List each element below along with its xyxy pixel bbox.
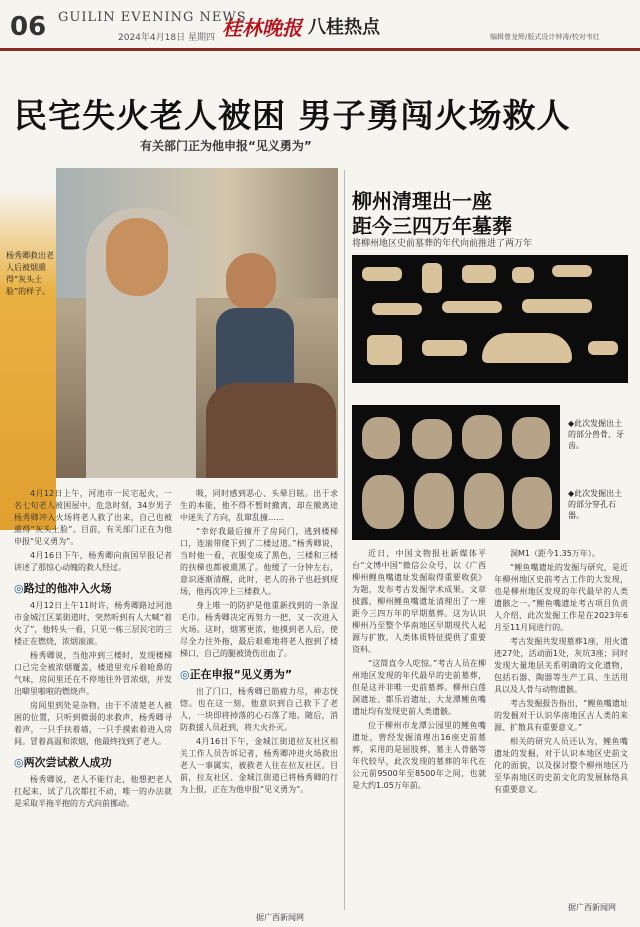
rescuer-photo <box>56 168 338 478</box>
stones-caption: ◆此次发掘出土的部分穿孔石器。 <box>568 489 623 520</box>
subheading-1: ◎路过的他冲入火场 <box>14 582 112 595</box>
section-title: 八桂热点 <box>308 17 380 38</box>
main-article-source: 据广西新闻网 <box>256 913 304 922</box>
main-subheadline: 有关部门正为他申报“见义勇为” <box>140 139 312 153</box>
circle-icon: ◎ <box>180 668 190 681</box>
issue-date: 2024年4月18日 星期四 <box>118 33 215 43</box>
column-divider <box>344 170 345 910</box>
main-article-col1: 4月12日上午，河池市一民宅起火，一名七旬老人被困屋中，危急时刻，34岁男子杨秀卿冲入火场将老人救了出来，自己也被熏得“灰头土脸”。目前，有关部门正在为他申报“见义勇为”。 4月16日下午，杨秀卿向南国早报记者讲述了那惊心动魄的救人经过。 ◎路过的他冲入火场 4月12日上午11时许，杨秀卿路过河池市金城江区某街道时，突然听到有人大喊“着火了”，他转头一看，只见一栋三层民宅的三楼正在燃烧，浓烟滚滚。 杨秀卿说，当他冲到三楼时，发现楼梯口已完全被浓烟覆盖，楼道里充斥着呛鼻的气味，房间里还在不停地往外冒浓烟，并发出噼里啪啦的燃烧声。 房间里到处是杂物，由于不清楚老人被困的位置，只听到微弱的求救声，杨秀卿寻着声，一只手扶着墙，一只手摸索着进入房间。冒着高温和浓烟，他最终找到了老人。 ◎两次尝试救人成功 杨秀卿说，老人不能行走，他想把老人扛起来，试了几次都扛不动，唯一的办法就是采取半拖半抱的方式向前挪动。 <box>14 489 172 808</box>
editor-credits: 编辑曾龙辉/版式设计钟涛/校对韦红 <box>490 33 600 41</box>
page-number: 06 <box>10 12 47 42</box>
decorative-strip <box>0 190 56 530</box>
subheading-2: ◎两次尝试救人成功 <box>14 756 112 769</box>
main-headline: 民宅失火老人被困 男子勇闯火场救人 <box>14 96 571 135</box>
bones-caption: ◆此次发掘出土的部分兽骨、牙齿。 <box>568 419 624 450</box>
paper-name: GUILIN EVENING NEWS <box>58 10 247 25</box>
stones-photo <box>352 405 560 540</box>
bones-photo <box>352 255 628 383</box>
subheading-3: ◎正在申报“见义勇为” <box>180 668 293 681</box>
main-article-col2: 吸，同时感到恶心、头晕目眩。出于求生的本能，他不得不暂时撤离，却在撤离途中迷失了方向，乱窜乱撞…… “幸好我最后撞开了房间门，逃到楼梯口，连滚带爬下到了二楼过道。”杨秀卿说，当时他一看，衣服变成了黑色，三楼和三楼的扶梯也都被熏黑了。他缓了一分钟左右，意识逐渐清醒，此时，老人的孙子也赶到现场，他再次冲上三楼救人。 身上唯一的防护是他重新找到的一条湿毛巾。杨秀卿决定再努力一把，又一次进入火场。这时，烟雾更浓，他摸到老人后，使尽全力往外拖，最后艰难地将老人抱到了楼梯口，自己的腿被烫伤出血了。 ◎正在申报“见义勇为” 出了门口，杨秀卿已筋疲力尽，神志恍惚。也在这一刻，他意识到自己救下了老人，一块即将掉落的心石落了地。随后，消防救援人员赶到，将大火扑灭。 4月16日下午，金城江街道拉友社区相关工作人员告诉记者，杨秀卿冲进火场救出老人一事属实，被救老人住在拉友社区。目前，拉友社区、金城江街道已将杨秀卿的行为上报，正在为他申报“见义勇为”。 <box>180 489 338 794</box>
circle-icon: ◎ <box>14 756 24 769</box>
photo-caption: 杨秀卿救出老人后被烟熏得“灰头土脸”的样子。 <box>6 251 54 296</box>
side-title-line1: 柳州清理出一座 <box>352 189 492 213</box>
masthead-logo: 桂林晚报 <box>222 16 302 40</box>
arrow-icon: ◆ <box>568 419 575 428</box>
circle-icon: ◎ <box>14 582 24 595</box>
side-article-col2: 洞M1（距今1.35万年）。 “鲤鱼嘴遗址的发掘与研究，是近年柳州地区史前考古工作的大发现，也是柳州地区发现的年代最早的人类遗骸之一。”鲤鱼嘴遗址考古项目负责人介绍，此次发掘工作是在2023年6月至11月间进行的。 考古发掘共发现墓葬1座，用火遗迹27处，活动面1处，灰坑3座；同时发现大量地层关系明确的文化遗物，包括石器、陶器等生产工具、生活用具以及人骨与动物遗骸。 考古发掘报告指出，“鲤鱼嘴遗址的发掘对于认识华南地区古人类的来源、扩散具有重要意义。” 相关的研究人员还认为，鲤鱼嘴遗址的发掘，对于认识本地区史前文化的面貌，以及探讨整个柳州地区乃至华南地区的史前文化的发展脉络具有重要意义。 <box>494 549 628 794</box>
side-subtitle: 将柳州地区史前墓葬的年代向前推进了两万年 <box>352 239 533 249</box>
side-article-col1: 近日，中国文物报社新媒体平台“文博中国”微信公众号，以《广西柳州鲤鱼嘴遗址发掘取得重要收获》为题，发布考古发掘学术成果。文章披露，柳州鲤鱼嘴遗址清理出了一座距今三四万年的早期墓葬。这为认识柳州乃至整个华南地区早期现代人起源与扩散，人类体质特征提供了重要资料。 “这简直令人吃惊。”考古人员在柳州地区发现的年代最早的史前墓葬，但是这并非唯一史前墓葬。柳州白莲洞遗址、都乐岩遗址、大龙潭鲤鱼嘴遗址均有发现史前人类遗骸。 位于柳州市龙潭公园里的鲤鱼嘴遗址，曾经发掘清理出16座史前墓葬，采用的是屈肢葬，墓主人骨骼等年代较早，此次发现的墓葬的年代在公元前9500年至8500年之间，也就是大约1.05万年前。 <box>352 549 486 790</box>
side-article-source: 据广西新闻网 <box>568 903 616 912</box>
arrow-icon: ◆ <box>568 489 575 498</box>
side-title-line2: 距今三四万年墓葬 <box>352 214 512 238</box>
